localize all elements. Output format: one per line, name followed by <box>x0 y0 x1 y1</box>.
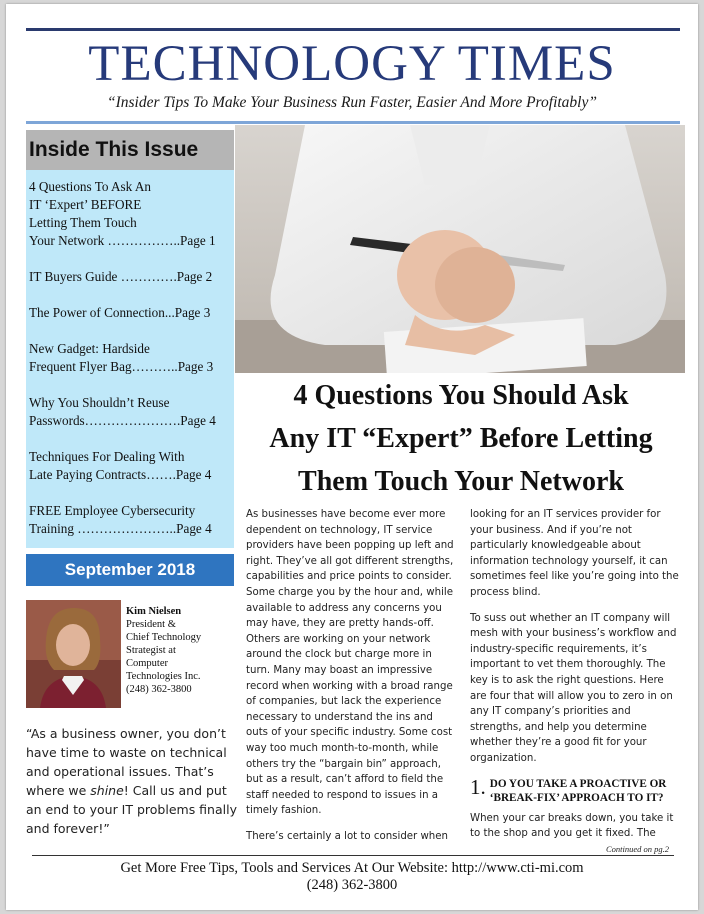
masthead-tagline: “Insider Tips To Make Your Business Run Faster, Easier And More Profitably” <box>106 94 597 111</box>
newsletter-page <box>6 4 698 910</box>
author-phone: (248) 362-3800 <box>126 684 192 695</box>
footer-website: Get More Free Tips, Tools and Services At Our Website: http://www.cti-mi.com <box>120 860 584 876</box>
article-paragraph: There’s certainly a lot to consider when <box>246 830 448 842</box>
article-paragraph: As businesses have become ever more dependent on technology, IT service providers have been popping up left and right. They’ve all got different strengths, capabilities and price points to consider. Some charge you by the hour and, while available to address any concerns you may have, they are pretty hands-off. Others are working on your network around the clock but charge more in turn. Many may boast an impressive record when working with a broad range of companies, but lack the experience necessary to understand the ins and outs of your specific industry. Some cost way too much month-to-month, while others try the “bargain bin” approach, but as a result, can’t afford to field the staff needed to respond to issues in a timely fashion. <box>246 509 454 817</box>
toc-item: New Gadget: Hardside Frequent Flyer Bag………..Page 3 <box>29 341 214 374</box>
toc-item: Why You Shouldn’t Reuse Passwords………………….Page 4 <box>29 395 216 428</box>
inside-issue-heading: Inside This Issue <box>26 130 234 170</box>
top-rule <box>26 28 680 31</box>
issue-month-banner: September 2018 <box>26 554 234 586</box>
article-headline <box>242 374 680 503</box>
article-paragraph: To suss out whether an IT company will mesh with your business’s workflow and industry-specific requirements, it’s important to vet them thoroughly. The key is to ask the right questions. Here are four that will allow you to zero in on any IT company’s priorities and strengths, and help you determine whether they’re a good fit for your organization. <box>470 612 677 764</box>
question-heading <box>470 774 680 805</box>
author-bio-line: Technologies Inc. <box>126 671 201 682</box>
footer-phone: (248) 362-3800 <box>306 877 398 893</box>
headline-line: Them Touch Your Network <box>298 466 624 497</box>
table-of-contents <box>26 170 234 548</box>
headline-line: 4 Questions You Should Ask <box>293 380 629 411</box>
quote-text: ! Call us and put an end to your IT problems finally and forever!” <box>26 783 237 836</box>
masthead-rule <box>26 121 680 124</box>
article-paragraph: looking for an IT services provider for your business. And if you’re not particularly knowledgeable about information technology yourself, it can sometimes feel like you’re going into the process blind. <box>470 509 679 598</box>
author-name: Kim Nielsen <box>126 606 182 617</box>
author-bio <box>126 605 236 696</box>
toc-item: FREE Employee Cybersecurity Training …………………..Page 4 <box>29 503 212 536</box>
toc-item: Techniques For Dealing With Late Paying Contracts…….Page 4 <box>29 449 212 482</box>
headline-line: Any IT “Expert” Before Letting <box>269 423 653 454</box>
footer-rule <box>32 855 674 856</box>
article-column-1 <box>246 507 456 854</box>
quote-emphasis: shine <box>90 783 124 798</box>
author-photo <box>26 600 121 708</box>
question-number: 1. <box>470 774 486 799</box>
toc-item: 4 Questions To Ask An IT ‘Expert’ BEFORE Letting Them Touch Your Network ……………..Page 1 <box>29 179 216 248</box>
owner-quote <box>26 724 238 838</box>
continued-note: Continued on pg.2 <box>606 844 670 854</box>
author-bio-line: Strategist at <box>126 645 176 656</box>
article-column-2 <box>470 507 680 852</box>
quote-text: “As a business owner, you don’t have time to waste on technical and operational issues. That’s where we <box>26 726 227 798</box>
author-bio-line: Computer <box>126 658 168 669</box>
author-bio-line: President & <box>126 619 176 630</box>
toc-item: IT Buyers Guide ………….Page 2 <box>29 269 213 284</box>
author-bio-line: Chief Technology <box>126 632 202 643</box>
article-paragraph: When your car breaks down, you take it to the shop and you get it fixed. The <box>470 812 674 840</box>
masthead-title: TECHNOLOGY TIMES <box>88 36 616 92</box>
toc-item: The Power of Connection...Page 3 <box>29 305 211 320</box>
question-text: DO YOU TAKE A PROACTIVE OR ‘BREAK-FIX’ APPROACH TO IT? <box>489 777 667 804</box>
hero-image <box>235 125 685 373</box>
